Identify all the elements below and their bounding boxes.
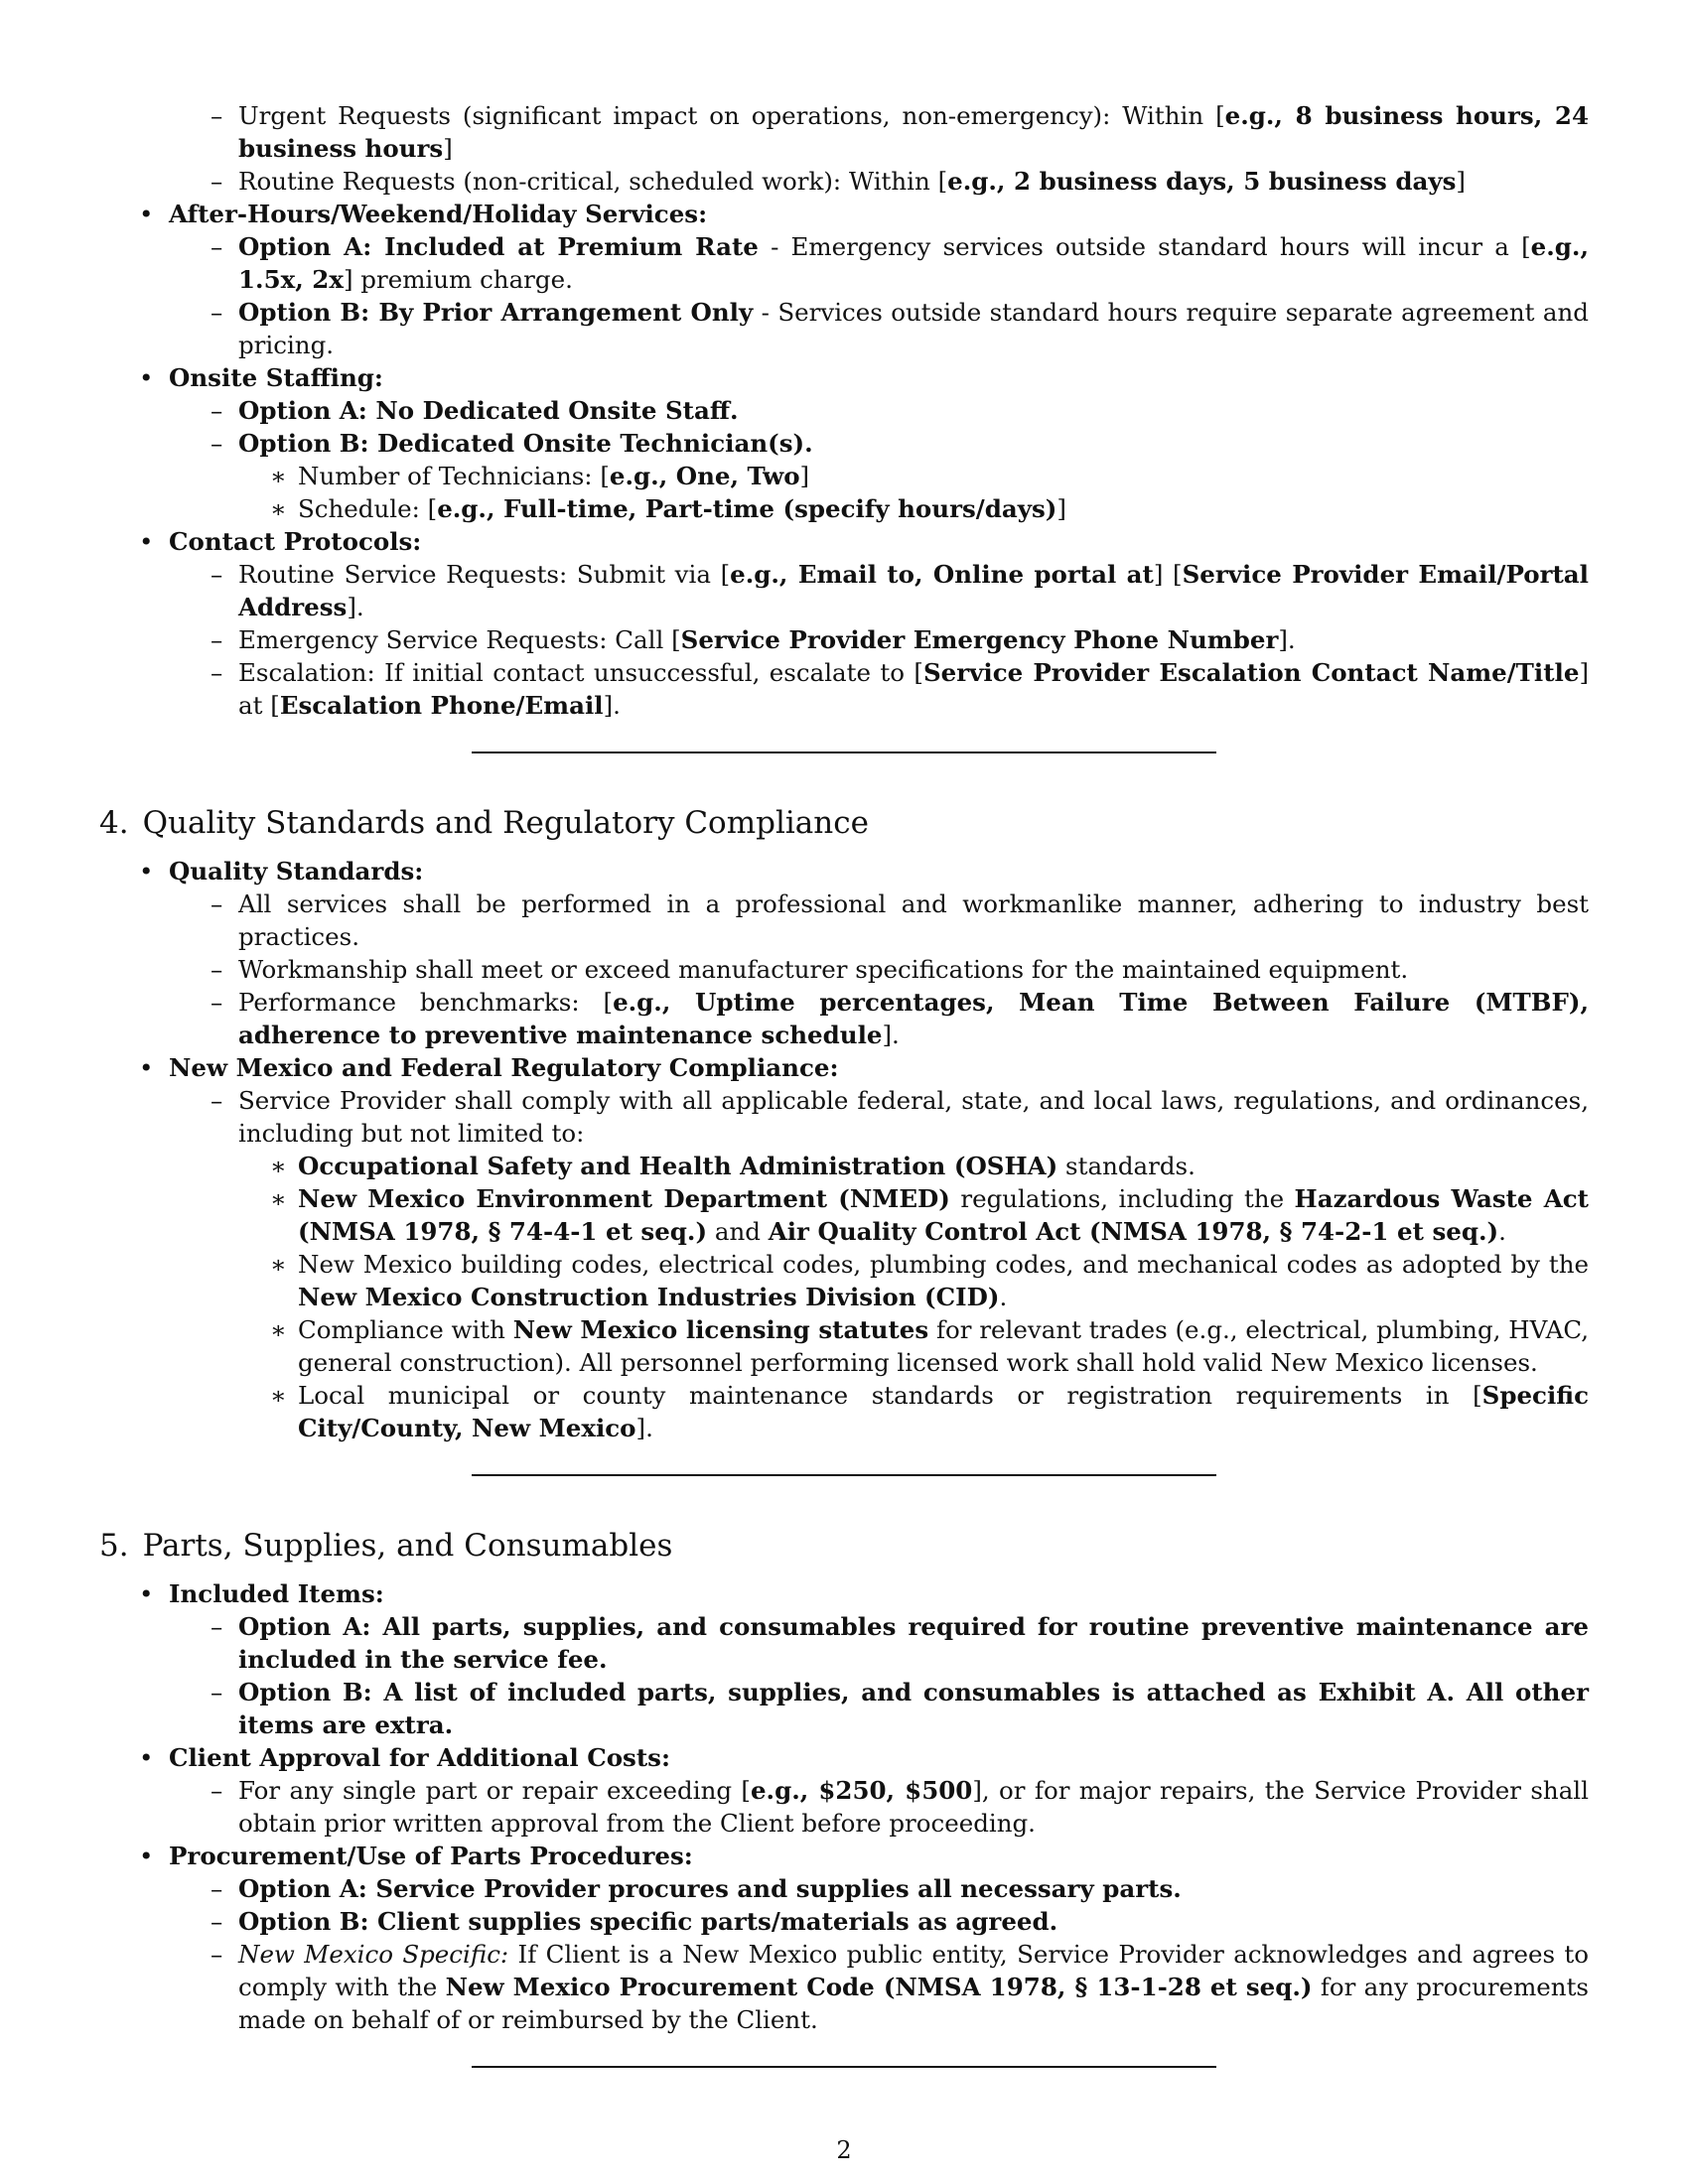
onsite-option-b: – Option B: Dedicated Onsite Technician(s). ∗ Number of Technicians: [e.g., One, Two] ∗ Schedule: [e.g., Full-time, Part-time (specify hours/days)] — [109, 427, 1589, 525]
quality-standard-1: – All services shall be performed in a professional and workmanlike manner, adhering to industry best practices. — [109, 887, 1589, 953]
section-4-heading: 4. Quality Standards and Regulatory Compliance — [99, 805, 869, 841]
quality-standards-item: • Quality Standards: – All services shall be performed in a professional and workmanlike manner, adhering to industry best practices. – Workmanship shall meet or exceed manufacturer specifications for the maintained equipment. – Performance benchmarks: [e.g., Uptime percentages, Mean Time Between Failure (MTBF), adherence to preventive maintenance schedule]. — [99, 855, 1589, 1051]
section-divider — [472, 1474, 1216, 1476]
section5-bullets — [99, 1577, 1589, 2036]
client-approval-item: • Client Approval for Additional Costs: – For any single part or repair exceeding [e.g., $250, $500], or for major repairs, the Service Provider shall obtain prior written approval from the Client before proceeding. — [99, 1741, 1589, 1840]
urgent-requests-item: – Urgent Requests (significant impact on operations, non-emergency): Within [e.g., 8 business hours, 24 business hours] — [109, 99, 1589, 165]
technician-count-item: ∗ Number of Technicians: [e.g., One, Two] — [109, 460, 1589, 492]
compliance-intro: – Service Provider shall comply with all applicable federal, state, and local laws, regulations, and ordinances, including but not limited to: ∗ Occupational Safety and Health Administration (OSHA) standards. ∗ New Mexico Environment Department (NMED) regulations, including the Hazardous Waste Act (NMSA 1978, § 74-4-1 et seq.) and Air Quality Control Act (NMSA 1978, § 74-2-1 et seq.). ∗ New Mexico building codes, electrical codes, plumbing codes, and mechanical codes as adopted by the New Mexico Construction Industries Division (CID). ∗ Compliance with New Mexico licensing statutes for relevant trades (e.g., electrical, plumbing, HVAC, general construction). All personnel performing licensed work shall hold valid New Mexico licenses. ∗ Local municipal or county maintenance standards or registration requirements in [Specific City/County, New Mexico]. — [109, 1084, 1589, 1444]
regulatory-compliance-item: • New Mexico and Federal Regulatory Compliance: – Service Provider shall comply with all applicable federal, state, and local laws, regulations, and ordinances, including but not limited to: ∗ Occupational Safety and Health Administration (OSHA) standards. ∗ New Mexico Environment Department (NMED) regulations, including the Hazardous Waste Act (NMSA 1978, § 74-4-1 et seq.) and Air Quality Control Act (NMSA 1978, § 74-2-1 et seq.). ∗ New Mexico building codes, electrical codes, plumbing codes, and mechanical codes as adopted by the New Mexico Construction Industries Division (CID). ∗ Compliance with New Mexico licensing statutes for relevant trades (e.g., electrical, plumbing, HVAC, general construction). All personnel performing licensed work shall hold valid New Mexico licenses. ∗ Local municipal or county maintenance standards or registration requirements in [Specific City/County, New Mexico]. — [99, 1051, 1589, 1444]
after-hours-item: • After-Hours/Weekend/Holiday Services: – Option A: Included at Premium Rate - Emergency services outside standard hours will incur a [e.g., 1.5x, 2x] premium charge. – Option B: By Prior Arrangement Only - Services outside standard hours require separate agreement and pricing. — [99, 198, 1589, 361]
section-divider — [472, 751, 1216, 753]
section4-bullets — [99, 855, 1589, 1444]
procurement-item: • Procurement/Use of Parts Procedures: – Option A: Service Provider procures and supplies all necessary parts. – Option B: Client supplies specific parts/materials as agreed. – New Mexico Specific: If Client is a New Mexico public entity, Service Provider acknowledges and agrees to comply with the New Mexico Procurement Code (NMSA 1978, § 13-1-28 et seq.) for any procurements made on behalf of or reimbursed by the Client. — [99, 1840, 1589, 2036]
section3-continued — [99, 99, 1589, 198]
section3-bullets — [99, 198, 1589, 722]
routine-contact-item: – Routine Service Requests: Submit via [e.g., Email to, Online portal at] [Service Provider Email/Portal Address]. — [109, 558, 1589, 623]
local-standards-item: ∗ Local municipal or county maintenance standards or registration requirements in [Specific City/County, New Mexico]. — [109, 1379, 1589, 1444]
osha-item: ∗ Occupational Safety and Health Administration (OSHA) standards. — [109, 1150, 1589, 1182]
procurement-option-b: – Option B: Client supplies specific parts/materials as agreed. — [109, 1905, 1589, 1938]
onsite-staffing-item: • Onsite Staffing: – Option A: No Dedicated Onsite Staff. – Option B: Dedicated Onsite Technician(s). ∗ Number of Technicians: [e.g., One, Two] ∗ Schedule: [e.g., Full-time, Part-time (specify hours/days)] — [99, 361, 1589, 525]
included-items-item: • Included Items: – Option A: All parts, supplies, and consumables required for routine preventive maintenance are included in the service fee. – Option B: A list of included parts, supplies, and consumables is attached as Exhibit A. All other items are extra. — [99, 1577, 1589, 1741]
licensing-item: ∗ Compliance with New Mexico licensing statutes for relevant trades (e.g., electrical, plumbing, HVAC, general construction). All personnel performing licensed work shall hold valid New Mexico licenses. — [109, 1313, 1589, 1379]
response-times-continued — [99, 99, 1589, 198]
section-divider — [472, 2066, 1216, 2068]
new-mexico-procurement-item: – New Mexico Specific: If Client is a New Mexico public entity, Service Provider acknowledges and agrees to comply with the New Mexico Procurement Code (NMSA 1978, § 13-1-28 et seq.) for any procurements made on behalf of or reimbursed by the Client. — [109, 1938, 1589, 2036]
nmed-item: ∗ New Mexico Environment Department (NMED) regulations, including the Hazardous Waste Act (NMSA 1978, § 74-4-1 et seq.) and Air Quality Control Act (NMSA 1978, § 74-2-1 et seq.). — [109, 1182, 1589, 1248]
quality-standard-3: – Performance benchmarks: [e.g., Uptime percentages, Mean Time Between Failure (MTBF), adherence to preventive maintenance schedule]. — [109, 986, 1589, 1051]
approval-threshold-item: – For any single part or repair exceeding [e.g., $250, $500], or for major repairs, the Service Provider shall obtain prior written approval from the Client before proceeding. — [109, 1774, 1589, 1840]
document-page — [99, 99, 1589, 2068]
section-5-heading: 5. Parts, Supplies, and Consumables — [99, 1528, 673, 1564]
routine-requests-item: – Routine Requests (non-critical, scheduled work): Within [e.g., 2 business days, 5 business days] — [109, 165, 1589, 198]
after-hours-option-b: – Option B: By Prior Arrangement Only - Services outside standard hours require separate agreement and pricing. — [109, 296, 1589, 361]
contact-protocols-item: • Contact Protocols: – Routine Service Requests: Submit via [e.g., Email to, Online portal at] [Service Provider Email/Portal Address]. – Emergency Service Requests: Call [Service Provider Emergency Phone Number]. – Escalation: If initial contact unsuccessful, escalate to [Service Provider Escalation Contact Name/Title] at [Escalation Phone/Email]. — [99, 525, 1589, 722]
emergency-contact-item: – Emergency Service Requests: Call [Service Provider Emergency Phone Number]. — [109, 623, 1589, 656]
procurement-option-a: – Option A: Service Provider procures and supplies all necessary parts. — [109, 1872, 1589, 1905]
quality-standard-2: – Workmanship shall meet or exceed manufacturer specifications for the maintained equipment. — [109, 953, 1589, 986]
onsite-option-a: – Option A: No Dedicated Onsite Staff. — [109, 394, 1589, 427]
escalation-contact-item: – Escalation: If initial contact unsuccessful, escalate to [Service Provider Escalation Contact Name/Title] at [Escalation Phone/Email]. — [109, 656, 1589, 722]
included-option-b: – Option B: A list of included parts, supplies, and consumables is attached as Exhibit A. All other items are extra. — [109, 1676, 1589, 1741]
building-codes-item: ∗ New Mexico building codes, electrical codes, plumbing codes, and mechanical codes as adopted by the New Mexico Construction Industries Division (CID). — [109, 1248, 1589, 1313]
included-option-a: – Option A: All parts, supplies, and consumables required for routine preventive maintenance are included in the service fee. — [109, 1610, 1589, 1676]
technician-schedule-item: ∗ Schedule: [e.g., Full-time, Part-time (specify hours/days)] — [109, 492, 1589, 525]
page-number: 2 — [836, 2136, 852, 2164]
after-hours-option-a: – Option A: Included at Premium Rate - Emergency services outside standard hours will incur a [e.g., 1.5x, 2x] premium charge. — [109, 230, 1589, 296]
